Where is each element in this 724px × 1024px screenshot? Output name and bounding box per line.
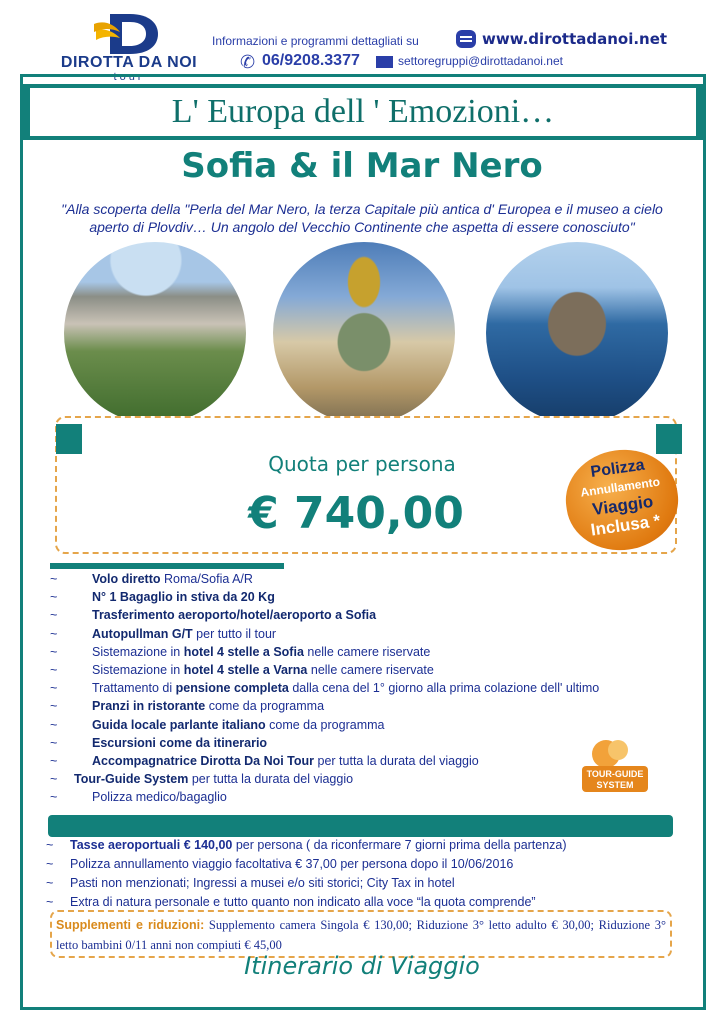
item-text (92, 718, 384, 732)
item-prefix: Polizza medico/bagaglio (92, 790, 227, 805)
item-bold: hotel 4 stelle a Sofia (183, 644, 304, 659)
item-bold: Trasferimento aeroporto/hotel/aeroporto a Sofia (92, 608, 377, 623)
tilde-bullet: ~ (50, 590, 58, 605)
page-subtitle: Sofia & il Mar Nero (181, 146, 543, 186)
included-item (50, 572, 610, 590)
included-item (50, 718, 610, 736)
supplements-label: Supplementi e riduzioni: (56, 918, 205, 932)
website-icon (456, 30, 476, 48)
mail-icon (376, 56, 393, 68)
item-text (92, 608, 376, 622)
item-rest: nelle camere riservate (307, 662, 434, 677)
tour-guide-system-icon (578, 738, 652, 794)
photo-cathedral (273, 242, 455, 424)
item-text (70, 857, 513, 871)
page-title: L' Europa dell ' Emozioni… (30, 88, 696, 136)
item-text (92, 790, 227, 804)
tilde-bullet: ~ (50, 735, 58, 750)
included-item (50, 699, 610, 717)
item-text (92, 754, 479, 768)
tilde-bullet: ~ (46, 895, 54, 909)
item-bold: pensione completa (175, 681, 289, 696)
tilde-bullet: ~ (50, 699, 58, 714)
item-rest: per tutta la durata del viaggio (188, 772, 354, 787)
included-item (50, 590, 610, 608)
tilde-bullet: ~ (50, 681, 58, 696)
includes-list (50, 572, 610, 808)
included-item (50, 627, 610, 645)
item-text (92, 699, 324, 713)
item-rest: come da programma (265, 717, 385, 732)
svg-text:TOUR-GUIDE: TOUR-GUIDE (586, 769, 644, 779)
included-item (50, 608, 610, 626)
included-item (50, 681, 610, 699)
header (0, 0, 724, 84)
badge-line: Inclusa * (589, 510, 662, 540)
info-text: Informazioni e programmi dettagliati su (212, 34, 419, 48)
item-rest: nelle camere riservate (303, 644, 431, 659)
item-text (74, 772, 353, 786)
item-rest: per tutta la durata del viaggio (314, 753, 479, 768)
badge-line: Viaggio (591, 491, 655, 520)
included-item (50, 772, 610, 790)
item-prefix: Sistemazione in (92, 644, 184, 659)
item-bold: hotel 4 stelle a Varna (183, 662, 308, 677)
item-bold: Tasse aeroportuali € 140,00 (70, 838, 233, 852)
item-text (70, 895, 536, 909)
item-bold: Autopullman G/T (92, 626, 193, 641)
tilde-bullet: ~ (46, 857, 54, 871)
supplements-box (50, 910, 672, 958)
website-link[interactable]: www.dirottadanoi.net (482, 30, 668, 48)
photo-varna-city (64, 242, 246, 424)
logo-subtitle: tour (113, 71, 145, 83)
included-item (50, 645, 610, 663)
tilde-bullet: ~ (46, 876, 54, 890)
included-item (50, 663, 610, 681)
item-rest: per tutto il tour (192, 626, 277, 641)
item-bold: Guida locale parlante italiano (92, 717, 266, 732)
item-prefix: Sistemazione in (92, 662, 184, 677)
item-text (92, 645, 430, 659)
item-text (92, 590, 275, 604)
item-bold: Escursioni come da itinerario (92, 735, 268, 750)
item-prefix: Trattamento di (92, 681, 176, 696)
item-rest: dalla cena del 1° giorno alla prima colazione dell' ultimo (288, 681, 600, 696)
item-rest: Pasti non menzionati; Ingressi a musei e/o siti storici; City Tax in hotel (70, 876, 455, 890)
supplements-text: Supplemento camera Singola € 130,00; Riduzione 3° letto adulto € 30,00; Riduzione 3° letto bambini 0/11 anni non compiuti € 45,00 (56, 918, 666, 952)
tilde-bullet: ~ (50, 608, 58, 623)
photo-coast (486, 242, 668, 424)
item-bold: Tour-Guide System (74, 772, 189, 787)
item-text (92, 681, 599, 695)
item-rest: per persona ( da riconfermare 7 giorni prima della partenza) (232, 838, 567, 852)
item-text (92, 627, 276, 641)
item-text (92, 572, 253, 586)
price-box-corner (56, 424, 82, 454)
item-rest: come da programma (205, 699, 325, 714)
item-text (70, 838, 567, 852)
item-bold: Pranzi in ristorante (92, 699, 206, 714)
item-bold: Volo diretto (92, 572, 161, 586)
tilde-bullet: ~ (50, 626, 58, 641)
svg-text:SYSTEM: SYSTEM (596, 780, 634, 790)
included-item (50, 790, 610, 808)
logo-name: DIROTTA DA NOI (60, 54, 198, 71)
tilde-bullet: ~ (46, 838, 54, 852)
tilde-bullet: ~ (50, 662, 58, 677)
logo-d-icon (92, 10, 162, 58)
item-text (92, 736, 267, 750)
phone-icon: ✆ (240, 52, 256, 72)
price-amount: € 740,00 (248, 488, 464, 539)
phone-number[interactable]: 06/9208.3377 (262, 52, 360, 69)
included-item (50, 754, 610, 772)
price-label: Quota per persona (268, 452, 456, 476)
item-bold: Accompagnatrice Dirotta Da Noi Tour (92, 753, 315, 768)
item-text (92, 663, 434, 677)
price-box-corner (656, 424, 682, 454)
item-rest: Polizza annullamento viaggio facoltativa € 37,00 per persona dopo il 10/06/2016 (70, 857, 514, 871)
tilde-bullet: ~ (50, 772, 58, 787)
intro-text: "Alla scoperta della "Perla del Mar Nero, la terza Capitale più antica d' Europea e il museo a cielo aperto di Plovdiv… Un angolo del Vecchio Continente che aspetta di essere conosciuto" (61, 201, 663, 235)
item-rest: Roma/Sofia A/R (160, 572, 253, 586)
badge-line: Polizza (589, 456, 646, 481)
itinerary-heading: Itinerario di Viaggio (244, 952, 480, 980)
includes-bar (50, 563, 284, 569)
tilde-bullet: ~ (50, 644, 58, 659)
tilde-bullet: ~ (50, 717, 58, 732)
excludes-bar (48, 815, 673, 837)
item-rest: Extra di natura personale e tutto quanto non indicato alla voce “la quota comprende” (70, 895, 536, 909)
included-item (50, 736, 610, 754)
tilde-bullet: ~ (50, 790, 58, 805)
item-bold: N° 1 Bagaglio in stiva da 20 Kg (92, 590, 275, 605)
item-text (70, 876, 455, 890)
tilde-bullet: ~ (50, 753, 58, 768)
logo[interactable] (52, 8, 206, 84)
email-link[interactable]: settoregruppi@dirottadanoi.net (398, 54, 563, 68)
tilde-bullet: ~ (50, 572, 58, 586)
badge-line: Annullamento (579, 474, 661, 500)
